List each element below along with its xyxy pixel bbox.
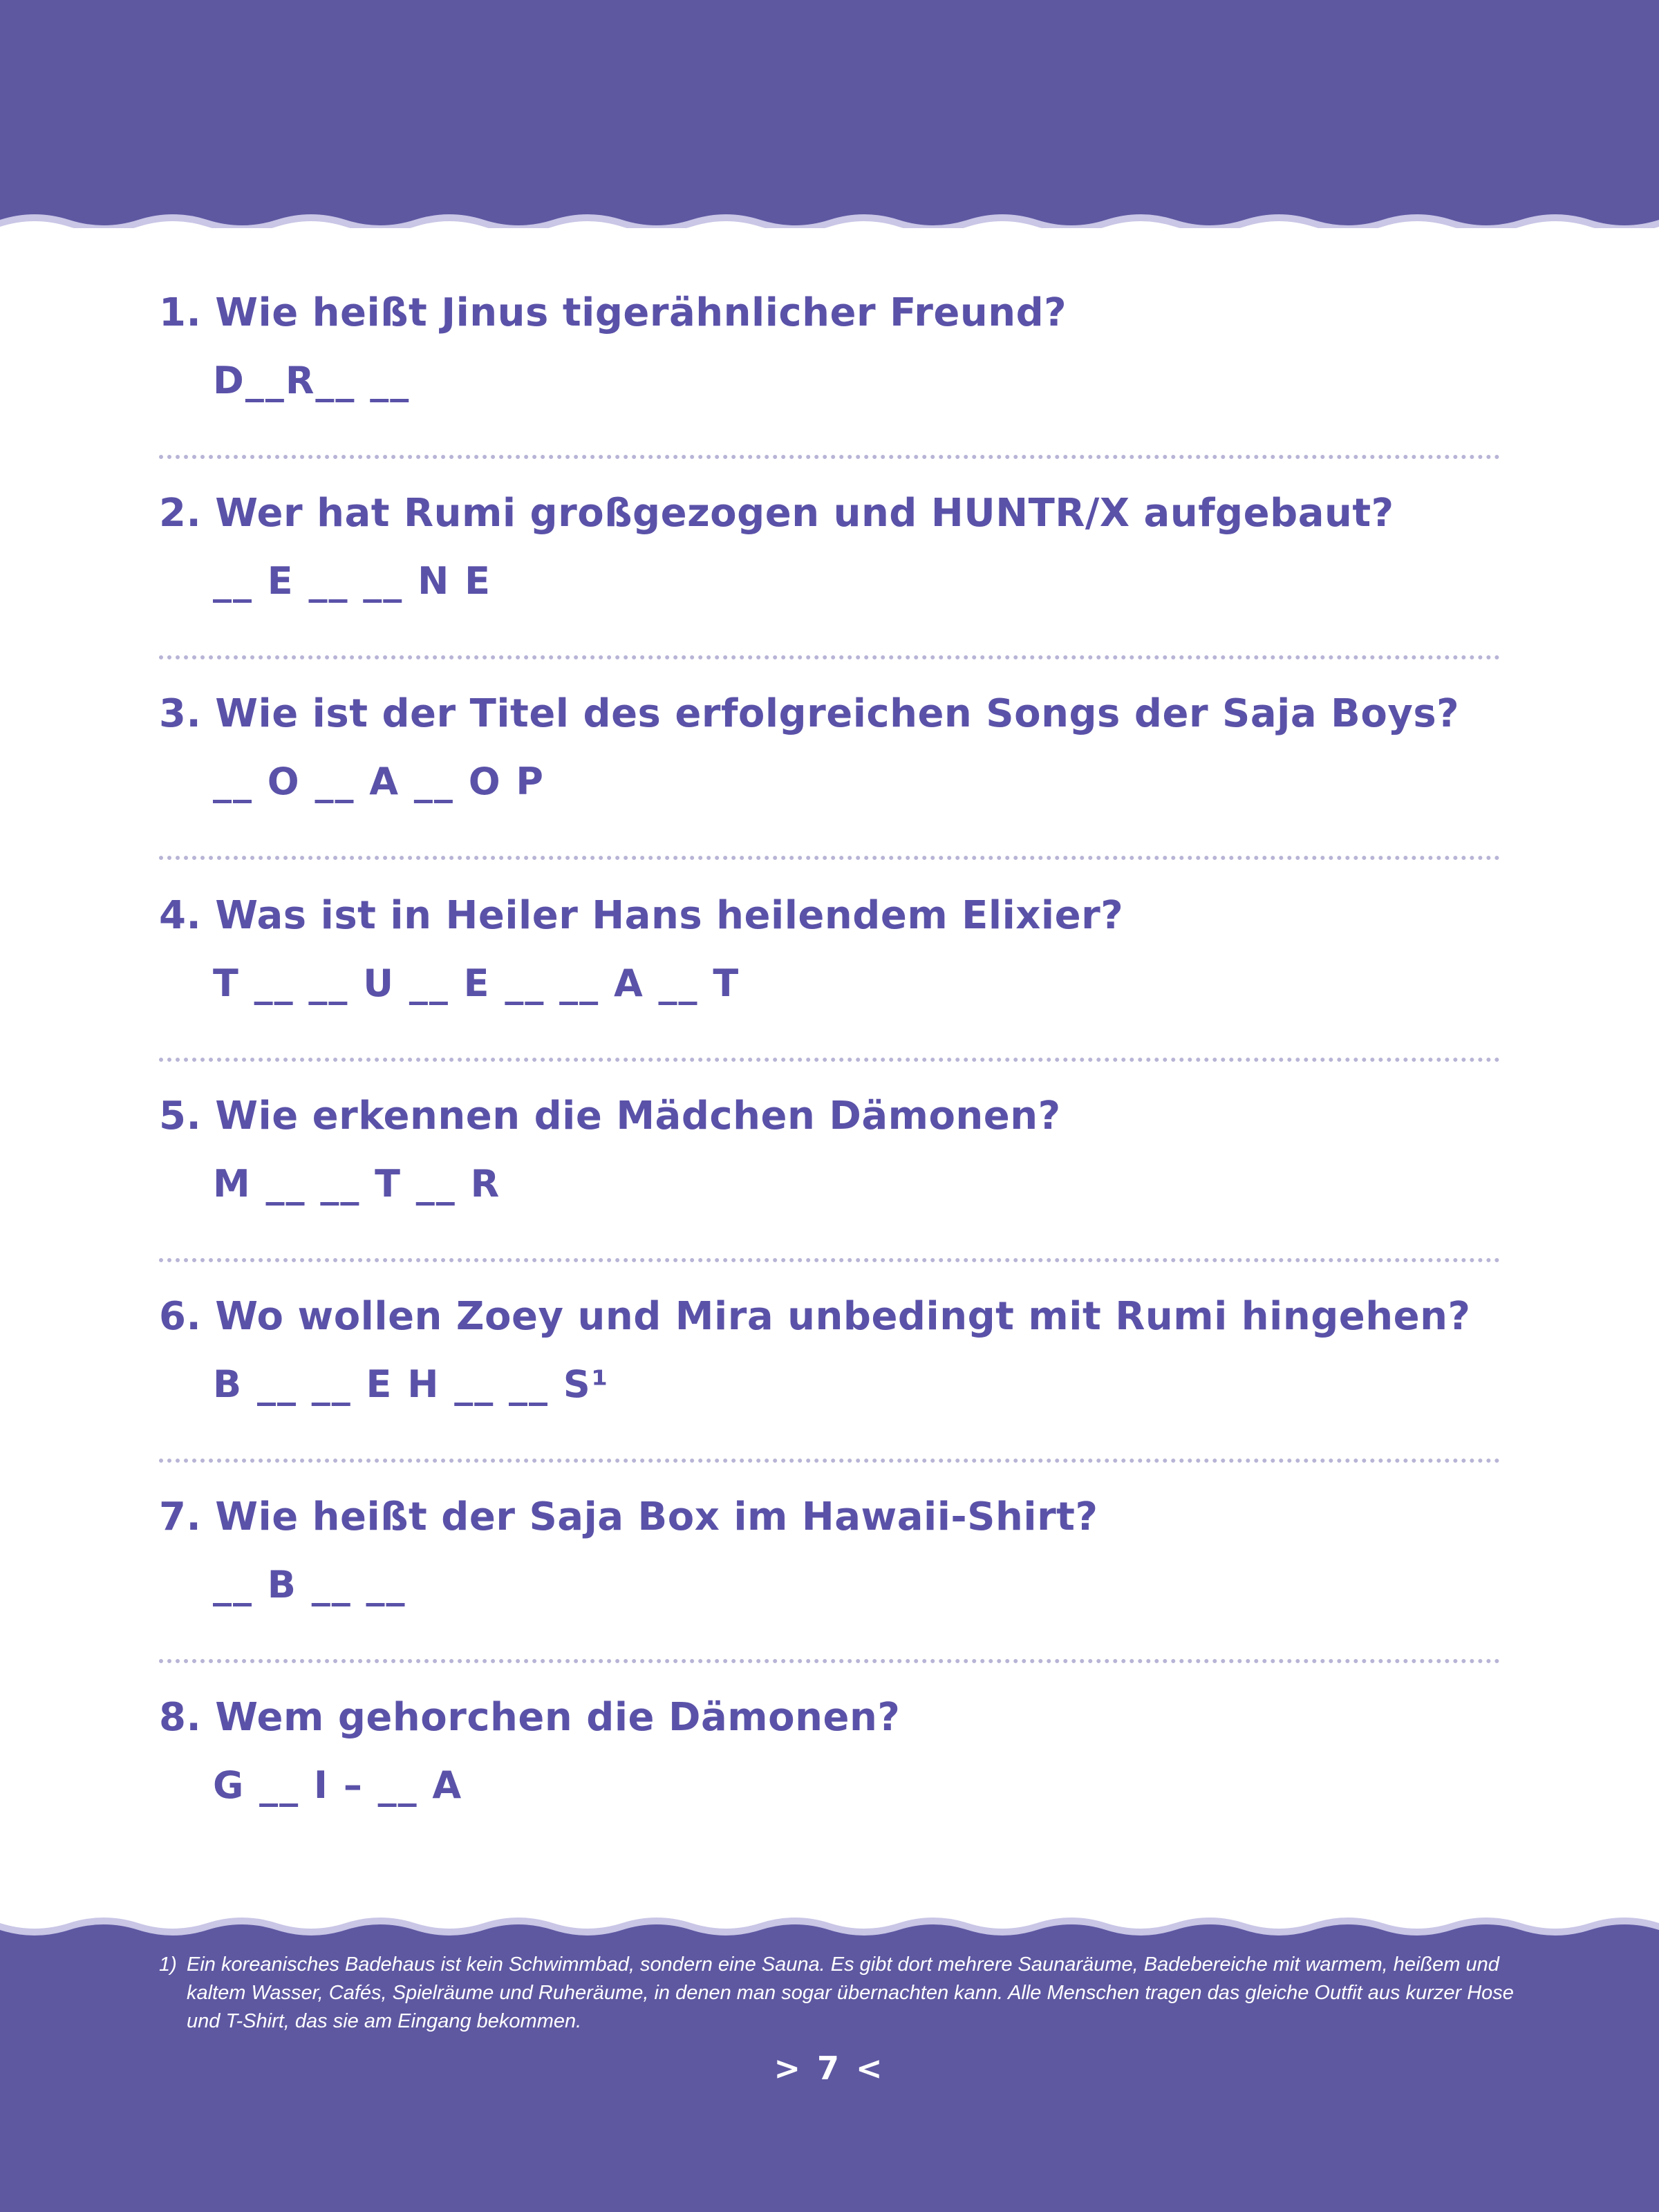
dotted-divider [159,1058,1500,1062]
answer-blanks: M __ __ T __ R [213,1162,501,1206]
footnote-marker: 1) [159,1953,177,1976]
dotted-divider [159,1258,1500,1262]
answer-blanks: G __ I – __ A [213,1763,463,1807]
footnote-text: Ein koreanisches Badehaus ist kein Schwimmbad, sondern eine Sauna. Es gibt dort mehrere Saunaräume, Badebereiche mit warmem, heißem und kaltem Wasser, Cafés, Spielräume und Ruheräume, in denen man sogar übernachten kann. Alle Menschen tragen das gleiche Outfit aus kurzer Hose und T-Shirt, das sie am Eingang bekommen. [187,1953,1514,2032]
dotted-divider [159,1459,1500,1463]
answer-blanks: __ E __ __ N E [213,559,491,603]
dotted-divider [159,856,1500,860]
answer-blanks: T __ __ U __ E __ __ A __ T [213,962,740,1005]
answer-blanks: __ B __ __ [213,1563,406,1606]
question-text: 6. Wo wollen Zoey und Mira unbedingt mit Rumi hingehen? [159,1294,1471,1339]
answer-blanks: __ O __ A __ O P [213,760,545,803]
question-text: 1. Wie heißt Jinus tigerähnlicher Freund? [159,290,1067,335]
question-text: 7. Wie heißt der Saja Box im Hawaii-Shirt? [159,1494,1098,1539]
dotted-divider [159,655,1500,659]
dotted-divider [159,455,1500,459]
page-number: > 7 < [774,2050,885,2087]
question-4 [159,892,1500,1005]
question-text: 8. Wem gehorchen die Dämonen? [159,1695,901,1740]
question-8 [159,1694,1500,1807]
footnote [159,1951,1514,2036]
question-text: 5. Wie erkennen die Mädchen Dämonen? [159,1094,1061,1138]
answer-blanks: B __ __ E H __ __ S¹ [213,1362,610,1406]
question-6 [159,1293,1500,1406]
question-1 [159,289,1500,402]
question-5 [159,1092,1500,1206]
question-text: 2. Wer hat Rumi großgezogen und HUNTR/X aufgebaut? [159,491,1394,536]
question-7 [159,1493,1500,1606]
bottom-wave-border [0,1915,1659,1942]
question-3 [159,690,1500,803]
question-text: 4. Was ist in Heiler Hans heilendem Elixier? [159,893,1124,938]
question-text: 3. Wie ist der Titel des erfolgreichen Songs der Saja Boys? [159,691,1460,736]
answer-blanks: D__R__ __ [213,359,411,402]
dotted-divider [159,1659,1500,1663]
question-2 [159,489,1500,603]
